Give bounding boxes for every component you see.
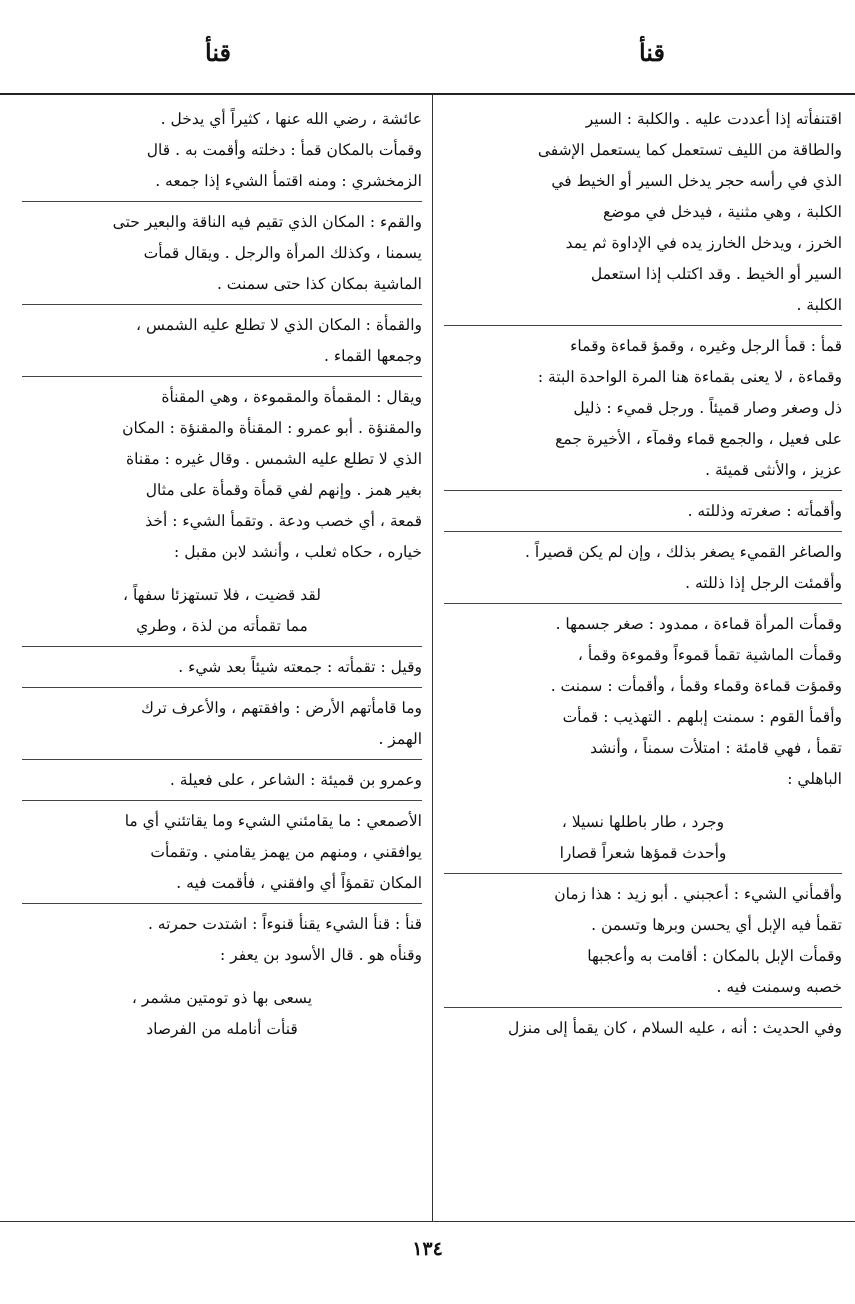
entry-separator	[22, 903, 422, 904]
entry-line-qama: قمأ : قمأ الرجل وغيره ، وقمؤ قماءة وقماء	[570, 337, 842, 355]
text-line: الباهلي :	[787, 770, 842, 788]
text-line: الأصمعي : ما يقامئني الشيء وما يقاتئني أي ما	[124, 812, 422, 830]
verse-line: مما تقمأته من لذة ، وطري	[136, 617, 308, 635]
text-line: والقمء : المكان الذي تقيم فيه الناقة والبعير حتى	[112, 213, 422, 231]
text-line: بغير همز . وإنهم لفي قمأة وقمأة على مثال	[145, 481, 422, 499]
text-line: السير أو الخيط . وقد اكتلب إذا استعمل	[590, 265, 842, 283]
column-divider	[432, 95, 433, 1221]
text-line: وقمأت الماشية تقمأ قموءاً وقموءة وقمأ ،	[577, 646, 842, 664]
text-line: وقمأت المرأة قماءة ، ممدود : صغر جسمها .	[555, 615, 842, 633]
text-line: يسمنا ، وكذلك المرأة والرجل . ويقال قمأت	[143, 244, 422, 262]
text-line: وأقمأته : صغرته وذللته .	[687, 502, 842, 520]
verse-line: وأحدث قمؤها شعراً قصارا	[559, 844, 727, 862]
entry-separator	[22, 304, 422, 305]
text-line: الزمخشري : ومنه اقتمأ الشيء إذا جمعه .	[155, 172, 422, 190]
entry-separator	[22, 687, 422, 688]
text-line: تقمأ فيه الإبل أي يحسن وبرها وتسمن .	[591, 916, 842, 934]
text-line: وأقمأ القوم : سمنت إبلهم . التهذيب : قمأت	[562, 708, 842, 726]
text-line: ذل وصغر وصار قميئاً . ورجل قميء : ذليل	[573, 399, 842, 417]
text-line: وأقمأني الشيء : أعجبني . أبو زيد : هذا زمان	[554, 885, 842, 903]
text-line: والصاغر القميء يصغر بذلك ، وإن لم يكن قصيراً .	[525, 543, 842, 561]
text-line: وقمؤت قماءة وقماء وقمأ ، وأقمأت : سمنت .	[550, 677, 842, 695]
left-column	[22, 104, 422, 1216]
text-line: وقمأت الإبل بالمكان : أقامت به وأعجبها	[587, 947, 842, 965]
text-line: قمعة ، أي خصب ودعة . وتقمأ الشيء : أخذ	[145, 512, 422, 530]
entry-separator	[22, 201, 422, 202]
text-line: والطاقة من الليف تستعمل كما يستعمل الإشفى	[537, 141, 842, 159]
text-line: وأقمئت الرجل إذا ذللته .	[685, 574, 842, 592]
text-line: الهمز .	[378, 730, 422, 748]
entry-separator	[22, 800, 422, 801]
text-line: على فعيل ، والجمع قماء وقمآء ، الأخيرة جمع	[555, 430, 842, 448]
text-line: خصبه وسمنت فيه .	[716, 978, 842, 996]
text-line: الكلبة ، وهي مثنية ، فيدخل في موضع	[602, 203, 842, 221]
text-line: وعمرو بن قميئة : الشاعر ، على فعيلة .	[169, 771, 422, 789]
header-rule	[0, 93, 855, 95]
text-line: والقمأة : المكان الذي لا تطلع عليه الشمس ،	[136, 316, 422, 334]
verse-line: قنأت أنامله من الفرصاد	[146, 1020, 298, 1038]
entry-separator	[22, 376, 422, 377]
text-line: تقمأ ، فهي قامئة : امتلأت سمناً ، وأنشد	[590, 739, 842, 757]
left-column-headword: قنأ	[205, 38, 232, 67]
text-line: وقماءة ، لا يعنى بقماءة هنا المرة الواحدة البتة :	[537, 368, 842, 386]
text-line: يوافقني ، ومنهم من يهمز يقامني . وتقمأت	[150, 843, 422, 861]
entry-separator	[444, 325, 842, 326]
verse-line: لقد قضيت ، فلا تستهزئا سفهاً ،	[123, 586, 321, 604]
entry-line-qana: قنأ : قنأ الشيء يقنأ قنوءاً : اشتدت حمرته .	[147, 915, 422, 933]
text-line: عائشة ، رضي الله عنها ، كثيراً أي يدخل .	[160, 110, 422, 128]
text-line: وفي الحديث : أنه ، عليه السلام ، كان يقمأ إلى منزل	[507, 1019, 842, 1037]
text-line: وقيل : تقمأته : جمعته شيئاً بعد شيء .	[178, 658, 422, 676]
entry-separator	[444, 603, 842, 604]
text-line: ويقال : المقمأة والمقموءة ، وهي المقنأة	[161, 388, 422, 406]
text-line: اقتنفأته إذا أعددت عليه . والكلبة : السير	[585, 110, 842, 128]
entry-separator	[444, 873, 842, 874]
footer-rule	[0, 1221, 855, 1222]
text-line: الماشية بمكان كذا حتى سمنت .	[216, 275, 422, 293]
text-line: الذي لا تطلع عليه الشمس . وقال غيره : مقناة	[126, 450, 422, 468]
text-line: خياره ، حكاه ثعلب ، وأنشد لابن مقبل :	[174, 543, 422, 561]
entry-separator	[444, 1007, 842, 1008]
text-line: وقنأه هو . قال الأسود بن يعفر :	[220, 946, 422, 964]
text-line: وجمعها القماء .	[324, 347, 422, 365]
text-line: عزيز ، والأنثى قميئة .	[705, 461, 842, 479]
text-line: الذي في رأسه حجر يدخل السير أو الخيط في	[551, 172, 842, 190]
right-column-headword: قنأ	[638, 38, 665, 67]
text-line: الكلبة .	[796, 296, 842, 314]
verse-line: وجرد ، طار باطلها نسيلا ،	[561, 813, 725, 831]
entry-separator	[444, 531, 842, 532]
text-line: المكان تقمؤاً أي وافقني ، فأقمت فيه .	[176, 874, 422, 892]
entry-separator	[22, 646, 422, 647]
entry-separator	[444, 490, 842, 491]
text-line: الخرز ، ويدخل الخارز يده في الإداوة ثم يمد	[565, 234, 842, 252]
page-number: ١٣٤	[412, 1238, 443, 1260]
text-line: والمقنؤة . أبو عمرو : المقنأة والمقنؤة : المكان	[122, 419, 422, 437]
text-line: وما قامأتهم الأرض : وافقتهم ، والأعرف ترك	[141, 699, 422, 717]
page-header	[0, 38, 855, 82]
entry-separator	[22, 759, 422, 760]
right-column	[444, 104, 842, 1216]
text-line: وقمأت بالمكان قمأ : دخلته وأقمت به . قال	[146, 141, 422, 159]
verse-line: يسعى بها ذو تومتين مشمر ،	[131, 989, 313, 1007]
